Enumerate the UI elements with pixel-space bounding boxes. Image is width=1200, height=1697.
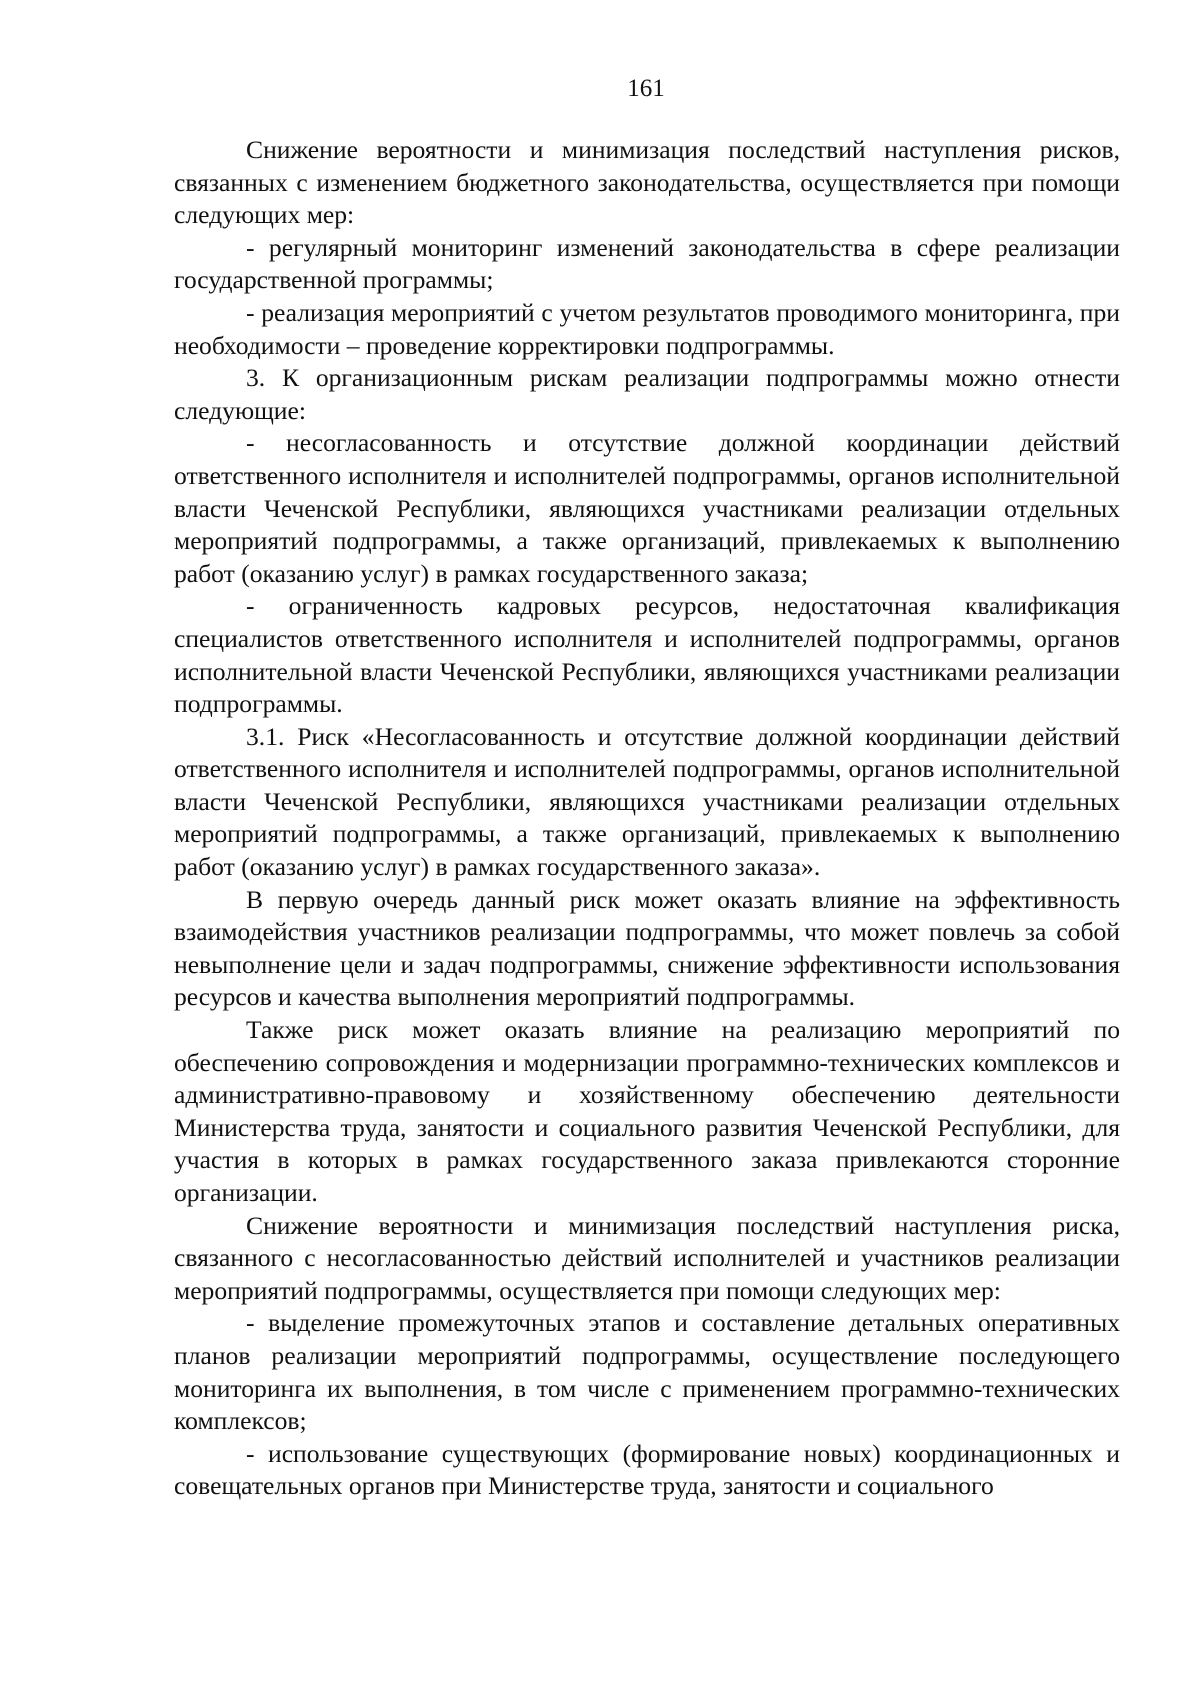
paragraph-measure-correction: - реализация мероприятий с учетом результатов проводимого мониторинга, при необходимости – проведение корректировки подпрограммы.	[174, 297, 1120, 360]
page-number: 161	[627, 75, 665, 102]
paragraph-measure-coordination-bodies: - использование существующих (формирование новых) координационных и совещательных органов при Министерстве труда, занятости и социального	[174, 1438, 1120, 1501]
paragraph-risk-coordination: - несогласованность и отсутствие должной координации действий ответственного исполнителя и исполнителей подпрограммы, органов исполнительной власти Чеченской Республики, являющихся участниками реализации отдельных мероприятий подпрограммы, а также организаций, привлекаемых к выполнению работ (оказанию услуг) в рамках государственного заказа;	[174, 428, 1120, 588]
paragraph-risk-mitigation-intro: Снижение вероятности и минимизация последствий наступления рисков, связанных с изменением бюджетного законодательства, осуществляется при помощи следующих мер:	[174, 135, 1120, 230]
body-text	[174, 134, 1120, 1503]
paragraph-organizational-risks: 3. К организационным рискам реализации подпрограммы можно отнести следующие:	[174, 363, 1120, 425]
paragraph-measure-stages: - выделение промежуточных этапов и составление детальных оперативных планов реализации мероприятий подпрограммы, осуществление последующего мониторинга их выполнения, в том числе с применением программно-технических комплексов;	[174, 1308, 1120, 1436]
paragraph-risk-mitigation-measures: Снижение вероятности и минимизация последствий наступления риска, связанного с несогласованностью действий исполнителей и участников реализации мероприятий подпрограммы, осуществляется при помощи следующих мер:	[174, 1210, 1120, 1305]
paragraph-risk-impact: В первую очередь данный риск может оказать влияние на эффективность взаимодействия участников реализации подпрограммы, что может повлечь за собой невыполнение цели и задач подпрограммы, снижение эффективности использования ресурсов и качества выполнения мероприятий подпрограммы.	[174, 884, 1120, 1012]
paragraph-measure-monitoring: - регулярный мониторинг изменений законодательства в сфере реализации государственной программы;	[174, 232, 1120, 295]
paragraph-risk-3-1: 3.1. Риск «Несогласованность и отсутствие должной координации действий ответственного исполнителя и исполнителей подпрограммы, органов исполнительной власти Чеченской Республики, являющихся участниками реализации отдельных мероприятий подпрограммы, а также организаций, привлекаемых к выполнению работ (оказанию услуг) в рамках государственного заказа».	[174, 721, 1120, 882]
paragraph-risk-impact-further: Также риск может оказать влияние на реализацию мероприятий по обеспечению сопровождения и модернизации программно-технических комплексов и административно-правовому и хозяйственному обеспечению деятельности Министерства труда, занятости и социального развития Чеченской Республики, для участия в которых в рамках государственного заказа привлекаются сторонние организации.	[174, 1015, 1120, 1207]
paragraph-risk-staffing: - ограниченность кадровых ресурсов, недостаточная квалификация специалистов ответственного исполнителя и исполнителей подпрограммы, органов исполнительной власти Чеченской Республики, являющихся участниками реализации подпрограммы.	[174, 591, 1120, 719]
